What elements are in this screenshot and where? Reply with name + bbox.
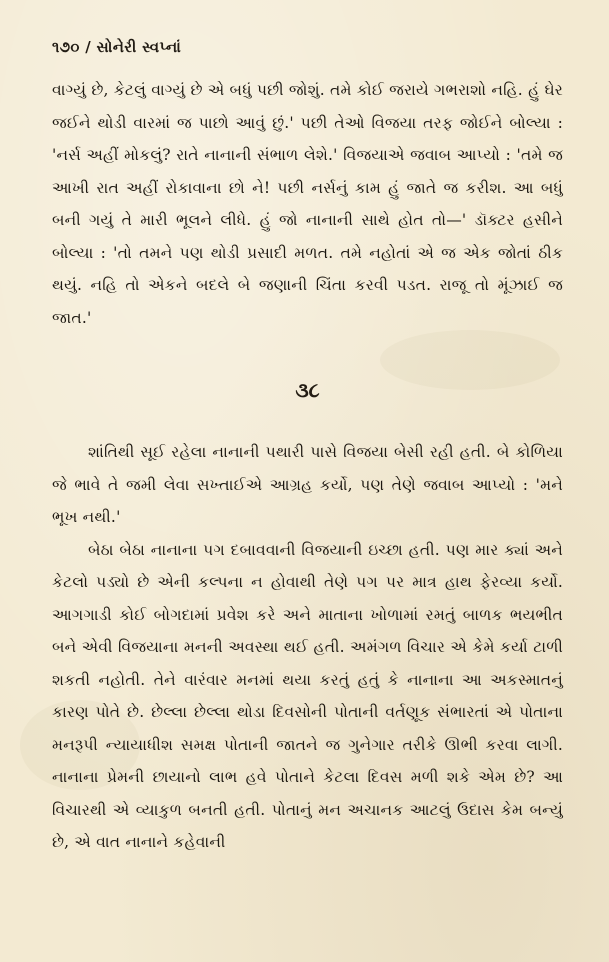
chapter-number: ૩૮	[295, 378, 320, 402]
paragraph: શાંતિથી સૂઈ રહેલા નાનાની પથારી પાસે વિજયા બેસી રહી હતી. બે કોળિયા જે ભાવે તે જમી લેવા સખ્તાઈએ આગ્રહ કર્યો, પણ તેણે જવાબ આપ્યો : 'મને ભૂખ નથી.'	[52, 443, 563, 526]
running-head: ૧૭૦ / સોનેરી સ્વપ્નાં	[52, 38, 182, 56]
paragraph: વાગ્યું છે, કેટલું વાગ્યું છે એ બધું પછી જોશું. તમે કોઈ જરાયે ગભરાશો નહિ. હું ઘેર જઈને થોડી વારમાં જ પાછો આવું છું.' પછી તેઓ વિજયા તરફ જોઈને બોલ્યા : 'નર્સ અહીં મોકલું? રાતે નાનાની સંભાળ લેશે.' વિજયાએ જવાબ આપ્યો : 'તમે જ આખી રાત અહીં રોકાવાના છો ને! પછી નર્સનું કામ હું જાતે જ કરીશ. આ બધું બની ગયું તે મારી ભૂલને લીધે. હું જો નાનાની સાથે હોત તો—' ડૉક્ટર હસીને બોલ્યા : 'તો તમને પણ થોડી પ્રસાદી મળત. તમે નહોતાં એ જ એક જોતાં ઠીક થયું. નહિ તો એકને બદલે બે જણાની ચિંતા કરવી પડત. રાજૂ તો મૂંઝાઈ જ જાત.'	[52, 81, 563, 327]
paragraph: બેઠા બેઠા નાનાના પગ દબાવવાની વિજયાની ઇચ્છા હતી. પણ માર ક્યાં અને કેટલો પડ્યો છે એની કલ્પના ન હોવાથી તેણે પગ પર માત્ર હાથ ફેરવ્યા કર્યો. આગગાડી કોઈ બોગદામાં પ્રવેશ કરે અને માતાના ખોળામાં રમતું બાળક ભયભીત બને એવી વિજયાના મનની અવસ્થા થઈ હતી. અમંગળ વિચાર એ કેમે કર્યા ટાળી શકતી નહોતી. તેને વારંવાર મનમાં થયા કરતું હતું કે નાનાના આ અકસ્માતનું કારણ પોતે છે. છેલ્લા છેલ્લા થોડા દિવસોની પોતાની વર્તણૂક સંભારતાં એ પોતાના મનરૂપી ન્યાયાધીશ સમક્ષ પોતાની જાતને જ ગુનેગાર તરીકે ઊભી કરવા લાગી. નાનાના પ્રેમની છાયાનો લાભ હવે પોતાને કેટલા દિવસ મળી શકે એમ છે? આ વિચારથી એ વ્યાકુળ બનતી હતી. પોતાનું મન અચાનક આટલું ઉદાસ કેમ બન્યું છે, એ વાત નાનાને કહેવાની	[52, 540, 563, 851]
